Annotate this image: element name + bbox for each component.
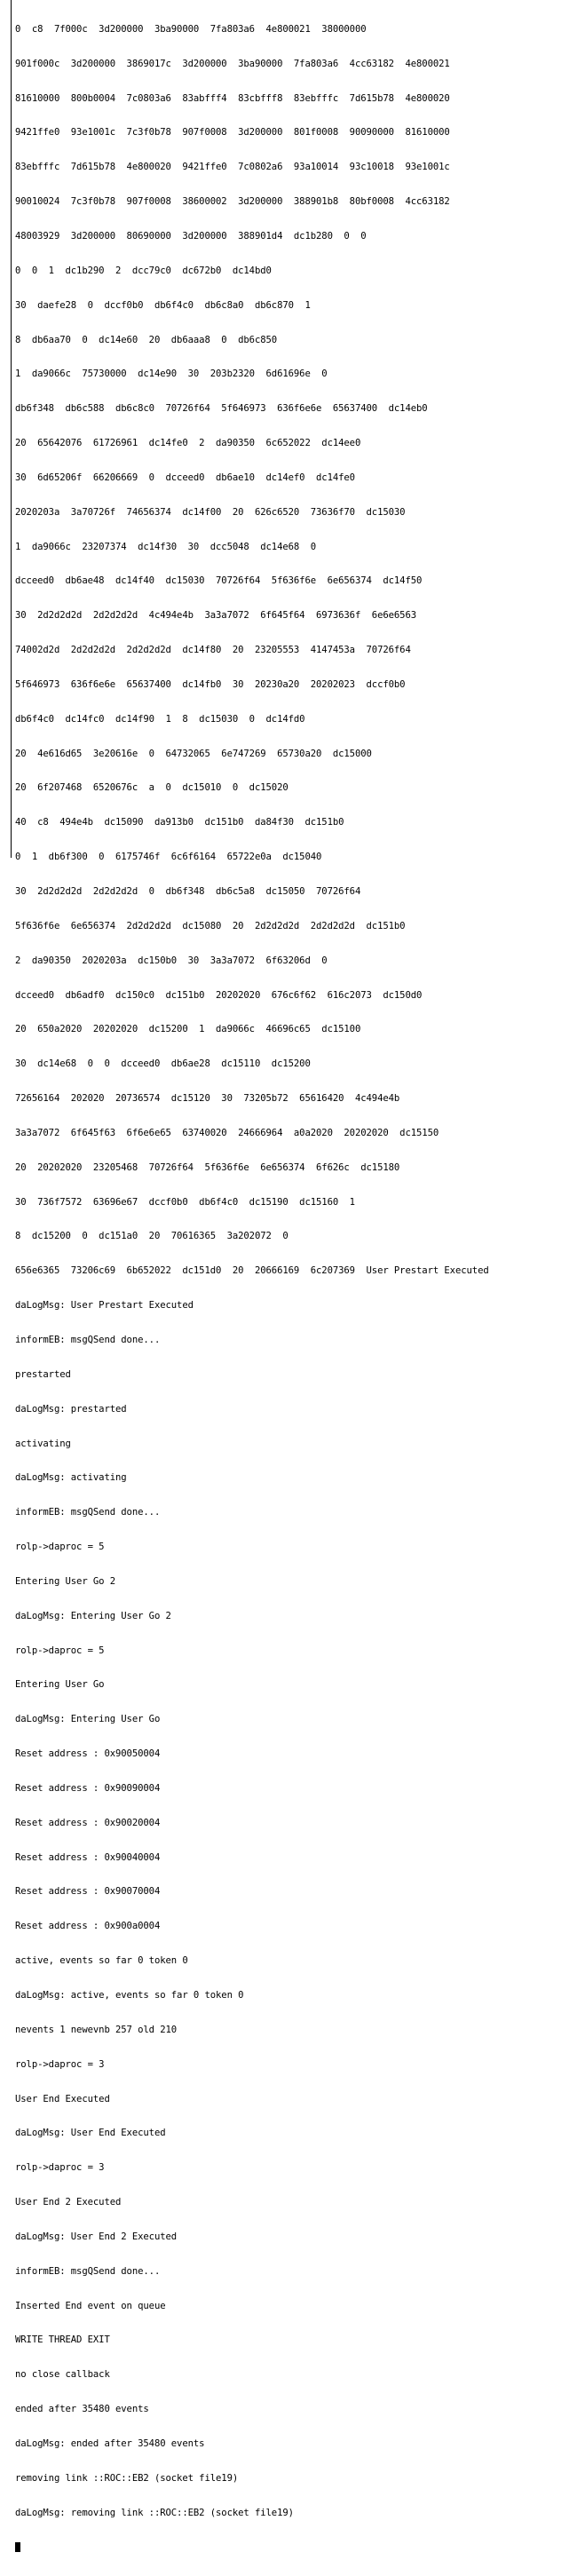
terminal-line: Inserted End event on queue	[15, 2300, 166, 2311]
terminal-line: Reset address : 0x90020004	[15, 1817, 161, 1828]
terminal-line: Reset address : 0x90040004	[15, 1851, 161, 1863]
terminal-line: 1 da9066c 75730000 dc14e90 30 203b2320 6d61696e 0	[15, 369, 328, 380]
terminal-line: User End Executed	[15, 2093, 110, 2104]
terminal-line: Reset address : 0x90050004	[15, 1748, 161, 1760]
terminal-line: daLogMsg: User Prestart Executed	[15, 1300, 194, 1312]
terminal-line: 2 da90350 2020203a dc150b0 30 3a3a7072 6f63206d 0	[15, 955, 328, 966]
terminal-line: 20 20202020 23205468 70726f64 5f636f6e 6e656374 6f626c dc15180	[15, 1161, 400, 1173]
terminal-prompt-line[interactable]	[15, 2542, 489, 2554]
terminal-line: 30 daefe28 0 dccf0b0 db6f4c0 db6c8a0 db6c870 1	[15, 299, 311, 311]
terminal-line: 5f646973 636f6e6e 65637400 dc14fb0 30 20230a20 20202023 dccf0b0	[15, 678, 406, 690]
terminal-line: 1 da9066c 23207374 dc14f30 30 dcc5048 dc14e68 0	[15, 541, 317, 552]
terminal-line: Entering User Go	[15, 1679, 105, 1691]
terminal-line: daLogMsg: User End Executed	[15, 2128, 166, 2139]
terminal-line: 656e6365 73206c69 6b652022 dc151d0 20 20666169 6c207369 User Prestart Executed	[15, 1265, 489, 1277]
terminal-left-border	[11, 0, 12, 858]
terminal-line: informEB: msgQSend done...	[15, 2265, 161, 2277]
terminal-line: 83ebfffc 7d615b78 4e800020 9421ffe0 7c0802a6 93a10014 93c10018 93e1001c	[15, 162, 450, 173]
terminal-output	[15, 1, 489, 2576]
terminal-line: rolp->daproc = 3	[15, 2162, 105, 2174]
terminal-line: 30 2d2d2d2d 2d2d2d2d 0 db6f348 db6c5a8 dc15050 70726f64	[15, 886, 361, 897]
terminal-line: 0 1 db6f300 0 6175746f 6c6f6164 65722e0a dc15040	[15, 852, 322, 863]
terminal-line: 74002d2d 2d2d2d2d 2d2d2d2d dc14f80 20 23205553 4147453a 70726f64	[15, 645, 411, 656]
terminal-line: Entering User Go 2	[15, 1575, 116, 1587]
terminal-line: 9421ffe0 93e1001c 7c3f0b78 907f0008 3d200000 801f0008 90090000 81610000	[15, 127, 450, 139]
terminal-line: rolp->daproc = 5	[15, 1645, 105, 1656]
terminal-line: rolp->daproc = 3	[15, 2058, 105, 2070]
terminal-line: 72656164 202020 20736574 dc15120 30 73205b72 65616420 4c494e4b	[15, 1093, 400, 1105]
terminal-line: ended after 35480 events	[15, 2404, 149, 2415]
terminal-line: 20 4e616d65 3e20616e 0 64732065 6e747269 65730a20 dc15000	[15, 748, 372, 759]
terminal-line: 0 0 1 dc1b290 2 dcc79c0 dc672b0 dc14bd0	[15, 265, 272, 276]
terminal-line: db6f4c0 dc14fc0 dc14f90 1 8 dc15030 0 dc14fd0	[15, 713, 305, 725]
terminal-line: 40 c8 494e4b dc15090 da913b0 dc151b0 da84f30 dc151b0	[15, 817, 344, 828]
text-cursor	[15, 2542, 20, 2552]
terminal-line: daLogMsg: Entering User Go 2	[15, 1610, 171, 1621]
terminal-line: 20 6f207468 6520676c a 0 dc15010 0 dc15020	[15, 782, 288, 794]
terminal-line: informEB: msgQSend done...	[15, 1334, 161, 1345]
terminal-line: 8 db6aa70 0 dc14e60 20 db6aaa8 0 db6c850	[15, 334, 278, 345]
terminal-line: 0 c8 7f000c 3d200000 3ba90000 7fa803a6 4e800021 38000000	[15, 23, 367, 35]
terminal-line: 5f636f6e 6e656374 2d2d2d2d dc15080 20 2d2d2d2d 2d2d2d2d dc151b0	[15, 920, 406, 931]
terminal-line: daLogMsg: prestarted	[15, 1403, 127, 1415]
terminal-line: Reset address : 0x90090004	[15, 1782, 161, 1794]
terminal-line: db6f348 db6c588 db6c8c0 70726f64 5f646973 636f6e6e 65637400 dc14eb0	[15, 403, 428, 415]
terminal-line: rolp->daproc = 5	[15, 1542, 105, 1553]
terminal-line: User End 2 Executed	[15, 2197, 122, 2208]
terminal-line: daLogMsg: Entering User Go	[15, 1714, 161, 1725]
terminal-line: 20 65642076 61726961 dc14fe0 2 da90350 6c652022 dc14ee0	[15, 438, 361, 449]
terminal-line: daLogMsg: removing link ::ROC::EB2 (socket file19)	[15, 2507, 294, 2518]
terminal-line: daLogMsg: active, events so far 0 token 0	[15, 1990, 244, 2001]
terminal-line: active, events so far 0 token 0	[15, 1955, 188, 1967]
terminal-line: 901f000c 3d200000 3869017c 3d200000 3ba90000 7fa803a6 4cc63182 4e800021	[15, 58, 450, 69]
terminal-line: prestarted	[15, 1368, 71, 1380]
terminal-line: Reset address : 0x900a0004	[15, 1921, 161, 1932]
terminal-line: activating	[15, 1438, 71, 1449]
terminal-line: daLogMsg: ended after 35480 events	[15, 2437, 205, 2449]
terminal-line: 2020203a 3a70726f 74656374 dc14f00 20 626c6520 73636f70 dc15030	[15, 506, 406, 518]
terminal-line: 30 6d65206f 66206669 0 dcceed0 db6ae10 dc14ef0 dc14fe0	[15, 472, 355, 483]
terminal-line: 30 2d2d2d2d 2d2d2d2d 4c494e4b 3a3a7072 6f645f64 6973636f 6e6e6563	[15, 610, 417, 622]
terminal-line: nevents 1 newevnb 257 old 210	[15, 2024, 178, 2035]
terminal-line: 8 dc15200 0 dc151a0 20 70616365 3a202072 0	[15, 1231, 288, 1242]
terminal-line: Reset address : 0x90070004	[15, 1886, 161, 1898]
terminal-line: removing link ::ROC::EB2 (socket file19)	[15, 2472, 239, 2484]
terminal-line: 20 650a2020 20202020 dc15200 1 da9066c 46696c65 dc15100	[15, 1024, 361, 1035]
terminal-line: daLogMsg: activating	[15, 1472, 127, 1484]
terminal-line: 3a3a7072 6f645f63 6f6e6e65 63740020 24666964 a0a2020 20202020 dc15150	[15, 1127, 439, 1138]
terminal-line: informEB: msgQSend done...	[15, 1507, 161, 1518]
terminal-line: 48003929 3d200000 80690000 3d200000 388901d4 dc1b280 0 0	[15, 230, 367, 242]
terminal-line: 81610000 800b0004 7c0803a6 83abfff4 83cbfff8 83ebfffc 7d615b78 4e800020	[15, 92, 450, 104]
terminal-line: no close callback	[15, 2369, 110, 2381]
terminal-line: WRITE THREAD EXIT	[15, 2334, 110, 2346]
terminal-line: 30 dc14e68 0 0 dcceed0 db6ae28 dc15110 dc15200	[15, 1058, 311, 1070]
terminal-line: daLogMsg: User End 2 Executed	[15, 2231, 178, 2242]
terminal-line: 90010024 7c3f0b78 907f0008 38600002 3d200000 388901b8 80bf0008 4cc63182	[15, 196, 450, 208]
terminal-line: 30 736f7572 63696e67 dccf0b0 db6f4c0 dc15190 dc15160 1	[15, 1196, 355, 1208]
terminal-line: dcceed0 db6adf0 dc150c0 dc151b0 20202020 676c6f62 616c2073 dc150d0	[15, 989, 423, 1001]
terminal-line: dcceed0 db6ae48 dc14f40 dc15030 70726f64 5f636f6e 6e656374 dc14f50	[15, 575, 423, 587]
